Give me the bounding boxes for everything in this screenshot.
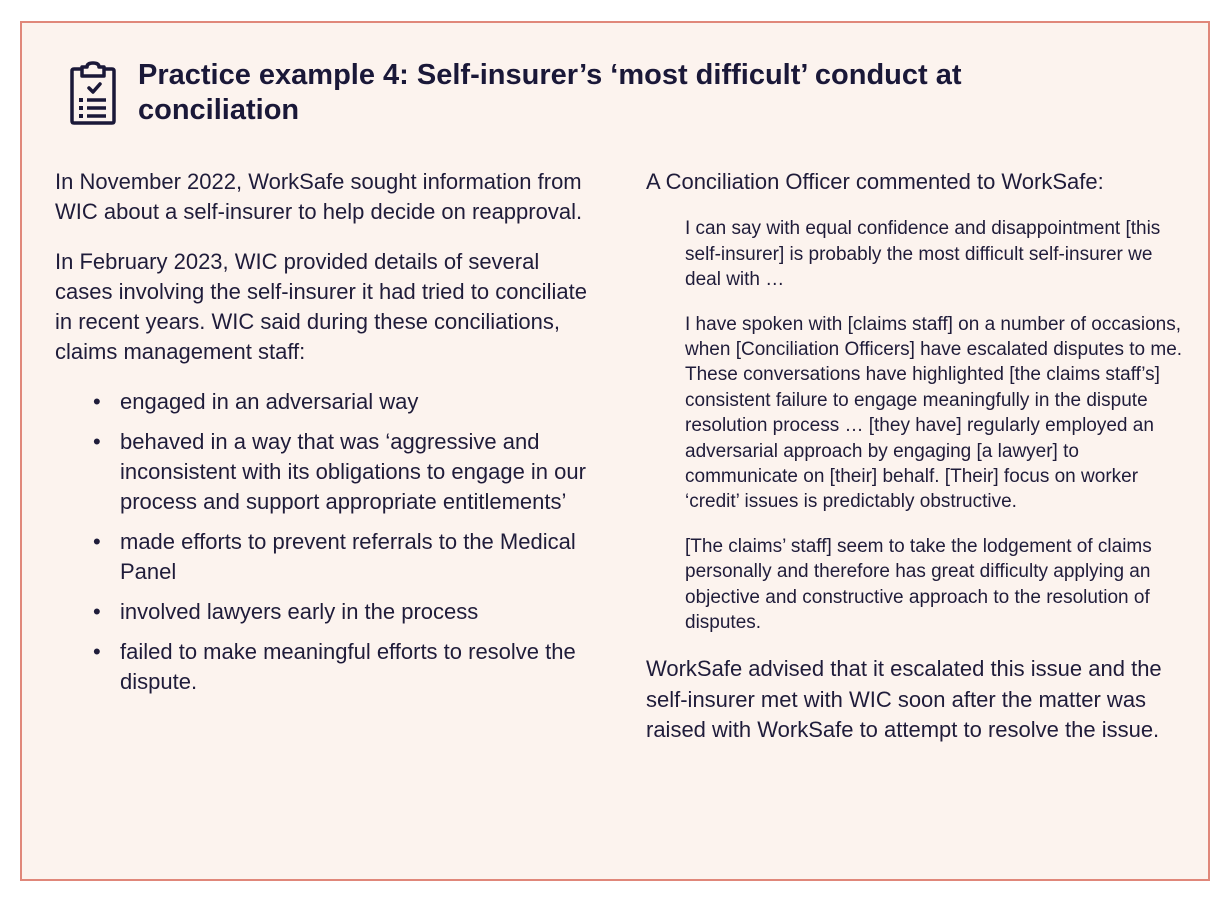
- quote-intro: A Conciliation Officer commented to WorkSafe:: [646, 169, 1104, 194]
- right-column: [646, 167, 1191, 764]
- list-item-text: engaged in an adversarial way: [120, 388, 419, 414]
- quote-paragraph: I have spoken with [claims staff] on a number of occasions, when [Conciliation Officers] have escalated disputes to me. These conversations have highlighted [the claims staff’s] consistent failure to engage meaningfully in the dispute resolution process … [they have] regularly employed an adversarial approach by engaging [a lawyer] to communicate on [their] behalf. [Their] focus on worker ‘credit’ issues is predictably obstructive.: [685, 313, 1183, 513]
- list-item-text: made efforts to prevent referrals to the Medical Panel: [120, 528, 576, 585]
- list-item: [93, 637, 600, 698]
- list-item: [93, 527, 600, 588]
- left-column: [55, 167, 600, 707]
- quote-paragraph: I can say with equal confidence and disappointment [this self-insurer] is probably the most difficult self-insurer we deal with …: [685, 218, 1161, 291]
- bullet-icon: •: [93, 528, 101, 554]
- paragraph: In February 2023, WIC provided details of several cases involving the self-insurer it had tried to conciliate in recent years. WIC said during these conciliations, claims management staff:: [55, 248, 587, 365]
- list-item: [93, 597, 600, 627]
- page-title: Practice example 4: Self-insurer’s ‘most difficult’ conduct at conciliation: [138, 59, 962, 126]
- bullet-icon: •: [93, 599, 101, 625]
- list-item: [93, 387, 600, 417]
- bullet-icon: •: [93, 638, 101, 664]
- clipboard-checklist-icon: [68, 61, 118, 127]
- list-item-text: behaved in a way that was ‘aggressive and inconsistent with its obligations to engage in our process and support appropriate entitlements’: [120, 428, 586, 515]
- conduct-list: [55, 387, 600, 698]
- bullet-icon: •: [93, 428, 101, 454]
- list-item-text: failed to make meaningful efforts to resolve the dispute.: [120, 638, 576, 695]
- quote-paragraph: [The claims’ staff] seem to take the lodgement of claims personally and therefore has great difficulty applying an objective and constructive approach to the resolution of disputes.: [685, 535, 1152, 633]
- paragraph: In November 2022, WorkSafe sought information from WIC about a self-insurer to help decide on reapproval.: [55, 169, 583, 225]
- list-item: [93, 427, 600, 518]
- closing-paragraph: WorkSafe advised that it escalated this issue and the self-insurer met with WIC soon after the matter was raised with WorkSafe to attempt to resolve the issue.: [646, 656, 1162, 742]
- bullet-icon: •: [93, 388, 101, 414]
- list-item-text: involved lawyers early in the process: [120, 599, 479, 625]
